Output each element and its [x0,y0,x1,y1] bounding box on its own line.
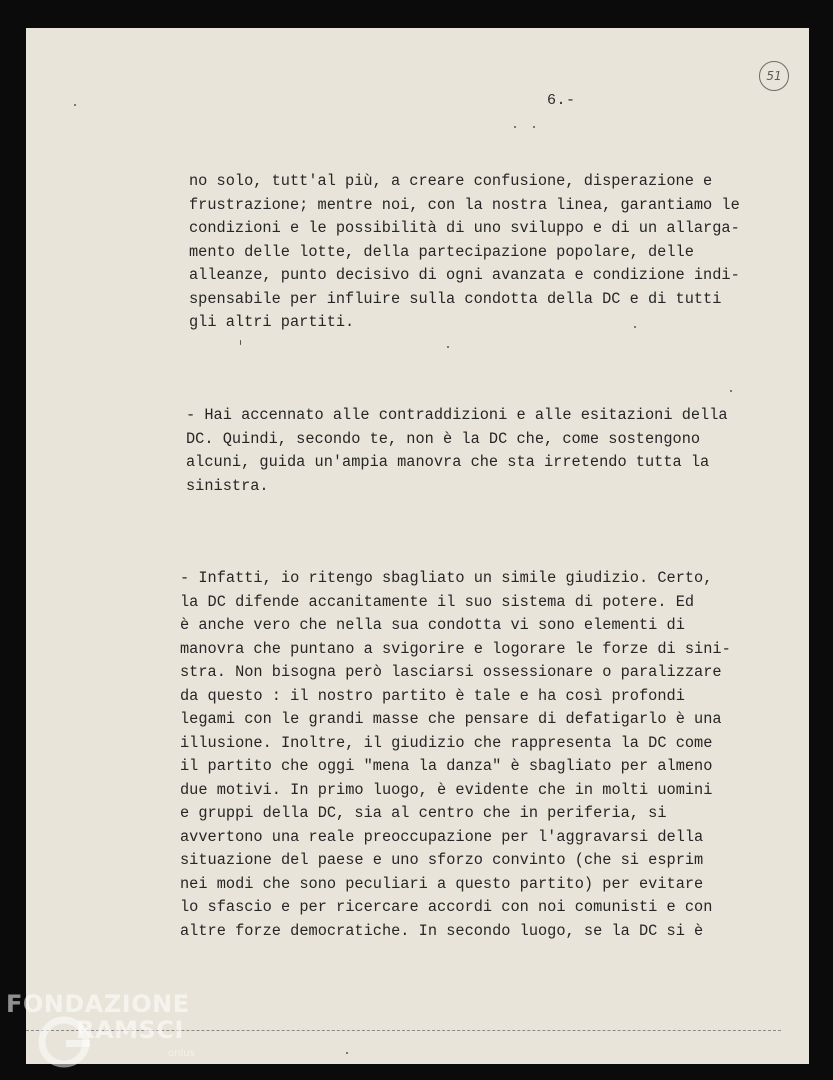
foundation-watermark [6,988,206,1078]
scan-speck [533,126,535,128]
paragraph-question [186,404,728,498]
text-line: avvertono una reale preoccupazione per l'aggravarsi della [180,827,704,846]
text-line: da questo : il nostro partito è tale e ha così profondi [180,686,685,705]
text-line: stra. Non bisogna però lasciarsi ossessionare o paralizzare [180,663,722,681]
scan-speck [346,1052,348,1054]
text-line: condizioni e le possibilità di uno sviluppo e di un allarga- [189,219,740,237]
scan-speck [730,390,732,392]
archive-page-stamp: 51 [759,61,789,91]
text-line: frustrazione; mentre noi, con la nostra linea, garantiamo le [189,195,740,214]
text-line: - Infatti, io ritengo sbagliato un simile giudizio. Certo, [180,569,713,587]
watermark-line2: RAMSCI [76,1016,184,1044]
text-line: la DC difende accanitamente il suo sistema di potere. Ed [180,592,695,611]
paragraph-continuation [189,170,740,335]
watermark-line1: FONDAZIONE [6,990,190,1018]
text-line: sinistra. [186,476,269,495]
text-line: gli altri partiti. [189,313,355,331]
text-line: - Hai accennato alle contraddizioni e alle esitazioni della [186,406,728,424]
text-line: nei modi che sono peculiari a questo partito) per evitare [180,874,704,893]
scan-speck [74,104,76,106]
text-line: e gruppi della DC, sia al centro che in periferia, si [180,804,667,822]
text-line: DC. Quindi, secondo te, non è la DC che, come sostengono [186,429,701,448]
text-line: è anche vero che nella sua condotta vi sono elementi di [180,616,685,634]
text-line: lo sfascio e per ricercare accordi con noi comunisti e con [180,898,713,916]
text-line: spensabile per influire sulla condotta della DC e di tutti [189,289,722,308]
text-line: due motivi. In primo luogo, è evidente che in molti uomini [180,780,713,799]
scan-speck [514,126,516,128]
paragraph-answer [180,567,731,943]
text-line: altre forze democratiche. In secondo luogo, se la DC si è [180,921,704,940]
scan-speck [240,340,241,345]
watermark-suffix: onlus [168,1048,195,1059]
text-line: manovra che puntano a svigorire e logorare le forze di sini- [180,639,731,658]
text-line: situazione del paese e uno sforzo convinto (che si esprim [180,851,704,869]
text-line: il partito che oggi "mena la danza" è sbagliato per almeno [180,757,713,775]
page-number: 6.- [547,92,576,109]
text-line: illusione. Inoltre, il giudizio che rappresenta la DC come [180,733,713,752]
text-line: no solo, tutt'al più, a creare confusione, disperazione e [189,172,713,190]
text-line: mento delle lotte, della partecipazione popolare, delle [189,242,694,261]
text-line: legami con le grandi masse che pensare di defatigarlo è una [180,710,722,728]
text-line: alleanze, punto decisivo di ogni avanzata e condizione indi- [189,266,740,284]
scan-speck [447,346,449,348]
text-line: alcuni, guida un'ampia manovra che sta irretendo tutta la [186,453,710,471]
